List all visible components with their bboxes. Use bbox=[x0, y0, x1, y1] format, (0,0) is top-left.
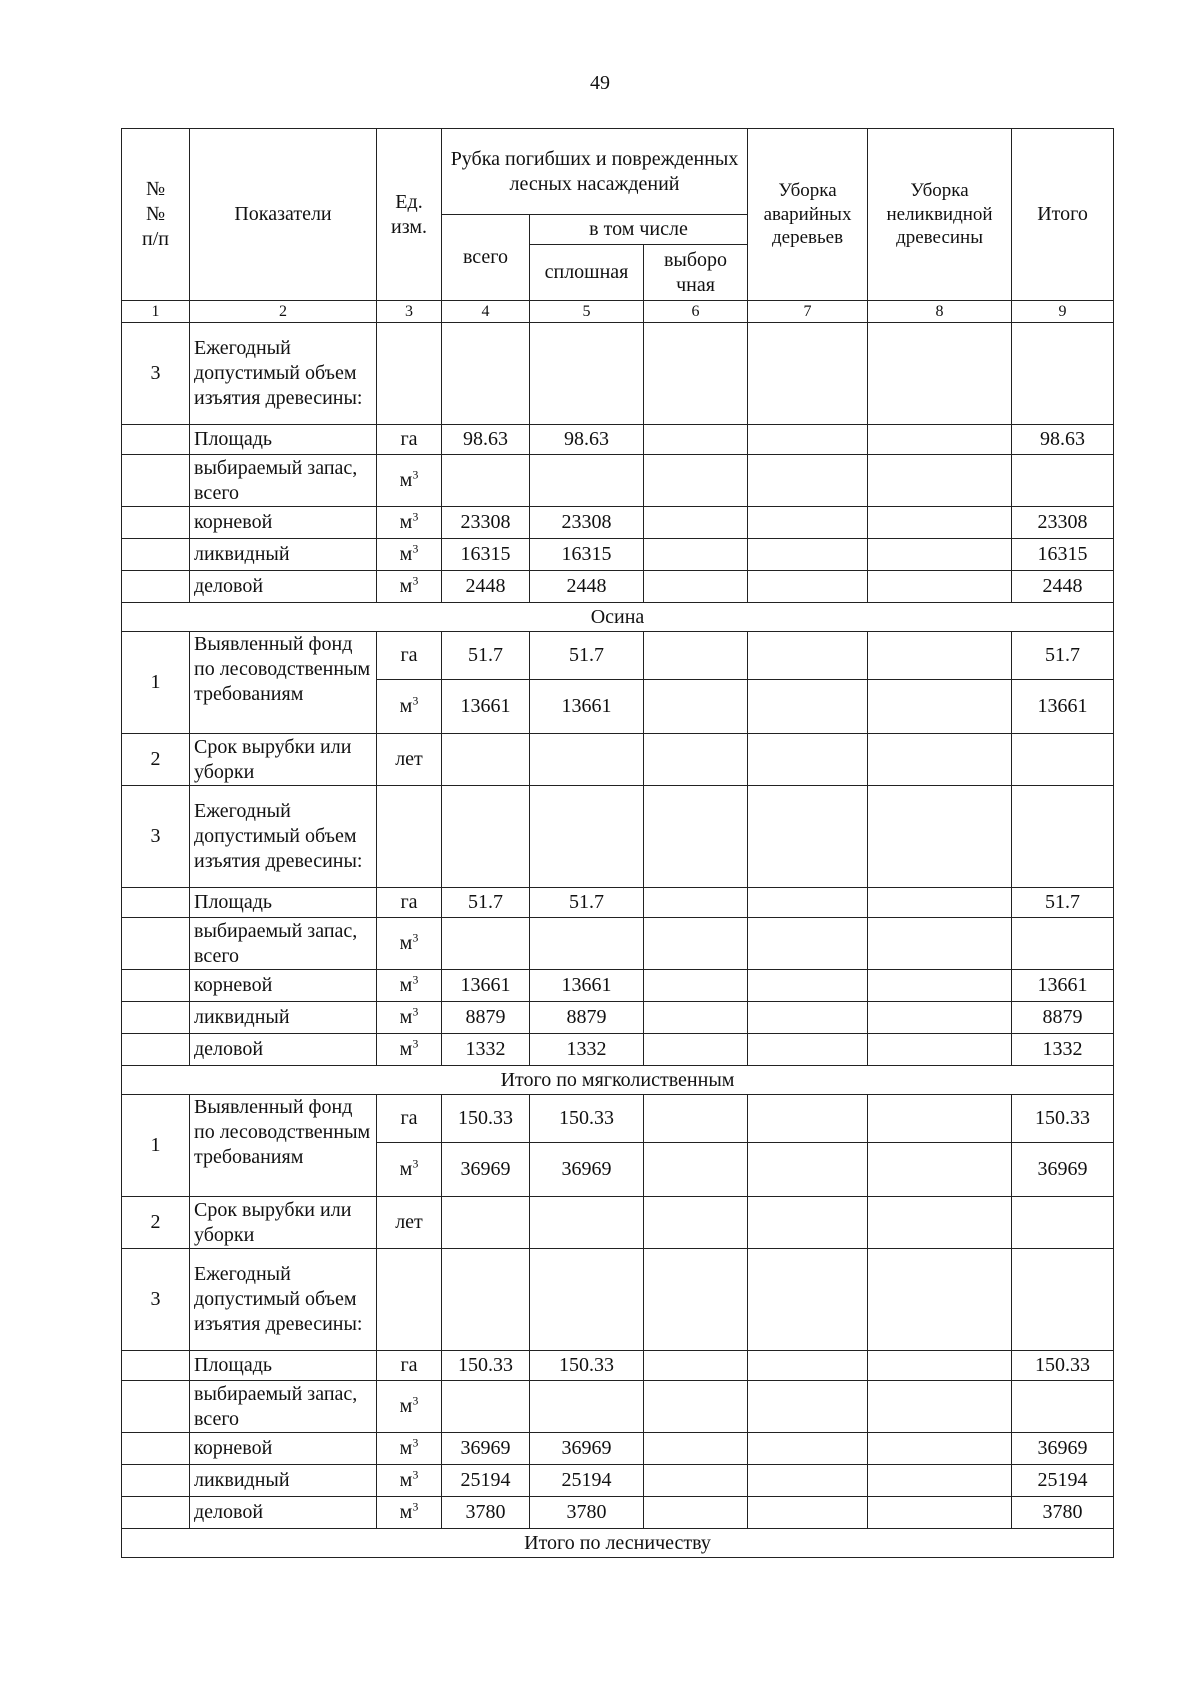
value-cell: 36969 bbox=[530, 1143, 644, 1197]
value-cell: 36969 bbox=[1012, 1433, 1114, 1465]
value-cell: 51.7 bbox=[442, 632, 530, 680]
value-cell: 150.33 bbox=[530, 1095, 644, 1143]
unit-cell: $м^3$ bbox=[377, 507, 442, 539]
unit-cell: га bbox=[377, 1095, 442, 1143]
value-cell: 98.63 bbox=[1012, 425, 1114, 455]
unit-cell: $м^3$ bbox=[377, 571, 442, 603]
row-label: выбираемый запас, всего bbox=[190, 1381, 377, 1433]
unit-cell: $м^3$ bbox=[377, 1034, 442, 1066]
value-cell: 150.33 bbox=[530, 1351, 644, 1381]
row-label: корневой bbox=[190, 507, 377, 539]
unit-cell: $м^3$ bbox=[377, 1433, 442, 1465]
header-total-all: всего bbox=[442, 215, 530, 301]
row-number: 2 bbox=[122, 1197, 190, 1249]
value-cell: 1332 bbox=[1012, 1034, 1114, 1066]
unit-cell: $м^3$ bbox=[377, 918, 442, 970]
table-row bbox=[122, 1351, 1114, 1381]
value-cell: 8879 bbox=[530, 1002, 644, 1034]
row-label: выбираемый запас, всего bbox=[190, 455, 377, 507]
unit-cell: га bbox=[377, 632, 442, 680]
unit-cell: $м^3$ bbox=[377, 970, 442, 1002]
row-label: корневой bbox=[190, 1433, 377, 1465]
value-cell: 13661 bbox=[442, 680, 530, 734]
unit-cell: $м^3$ bbox=[377, 1465, 442, 1497]
forest-table bbox=[121, 128, 1114, 1558]
value-cell: 13661 bbox=[530, 680, 644, 734]
value-cell: 51.7 bbox=[530, 632, 644, 680]
header-clear: сплошная bbox=[530, 245, 644, 301]
table-row bbox=[122, 632, 1114, 680]
unit-cell: $м^3$ bbox=[377, 1497, 442, 1529]
header-emergency: Уборка аварийных деревьев bbox=[748, 129, 868, 301]
row-label: деловой bbox=[190, 1034, 377, 1066]
row-label: Срок вырубки или уборки bbox=[190, 734, 377, 786]
unit-cell: $м^3$ bbox=[377, 455, 442, 507]
value-cell: 1332 bbox=[530, 1034, 644, 1066]
unit-cell: лет bbox=[377, 1197, 442, 1249]
header-felling: Рубка погибших и поврежденных лесных насаждений bbox=[442, 129, 748, 215]
col-num: 2 bbox=[190, 301, 377, 323]
value-cell: 8879 bbox=[442, 1002, 530, 1034]
header-illiquid: Уборка неликвидной древесины bbox=[868, 129, 1012, 301]
row-number: 1 bbox=[122, 632, 190, 734]
row-label: Срок вырубки или уборки bbox=[190, 1197, 377, 1249]
value-cell: 51.7 bbox=[1012, 632, 1114, 680]
table-row bbox=[122, 786, 1114, 888]
row-label: Ежегодный допустимый объем изъятия древесины: bbox=[190, 323, 377, 425]
table-row bbox=[122, 571, 1114, 603]
value-cell: 2448 bbox=[530, 571, 644, 603]
unit-cell: га bbox=[377, 425, 442, 455]
table-row bbox=[122, 1095, 1114, 1143]
unit-cell: $м^3$ bbox=[377, 1143, 442, 1197]
value-cell: 8879 bbox=[1012, 1002, 1114, 1034]
unit-cell: $м^3$ bbox=[377, 539, 442, 571]
row-label: выбираемый запас, всего bbox=[190, 918, 377, 970]
value-cell: 25194 bbox=[530, 1465, 644, 1497]
row-number: 3 bbox=[122, 323, 190, 425]
header-num: № № п/п bbox=[122, 129, 190, 301]
value-cell: 13661 bbox=[1012, 680, 1114, 734]
value-cell: 16315 bbox=[530, 539, 644, 571]
unit-cell: га bbox=[377, 1351, 442, 1381]
value-cell: 150.33 bbox=[442, 1351, 530, 1381]
table-row bbox=[122, 1002, 1114, 1034]
col-num: 6 bbox=[644, 301, 748, 323]
header-including: в том числе bbox=[530, 215, 748, 245]
value-cell: 51.7 bbox=[1012, 888, 1114, 918]
row-number: 1 bbox=[122, 1095, 190, 1197]
table-row bbox=[122, 888, 1114, 918]
col-num: 4 bbox=[442, 301, 530, 323]
value-cell: 150.33 bbox=[442, 1095, 530, 1143]
col-num: 9 bbox=[1012, 301, 1114, 323]
table-row bbox=[122, 1249, 1114, 1351]
value-cell: 36969 bbox=[1012, 1143, 1114, 1197]
value-cell: 150.33 bbox=[1012, 1095, 1114, 1143]
row-number: 3 bbox=[122, 786, 190, 888]
unit-cell: $м^3$ bbox=[377, 1381, 442, 1433]
row-label: Выявленный фонд по лесоводственным требованиям bbox=[190, 632, 377, 734]
value-cell: 16315 bbox=[442, 539, 530, 571]
unit-cell: $м^3$ bbox=[377, 680, 442, 734]
col-num: 3 bbox=[377, 301, 442, 323]
unit-cell: лет bbox=[377, 734, 442, 786]
table-row bbox=[122, 1433, 1114, 1465]
row-number: 3 bbox=[122, 1249, 190, 1351]
value-cell: 1332 bbox=[442, 1034, 530, 1066]
value-cell: 3780 bbox=[442, 1497, 530, 1529]
table-row bbox=[122, 1197, 1114, 1249]
value-cell: 2448 bbox=[442, 571, 530, 603]
row-label: ликвидный bbox=[190, 539, 377, 571]
header-total: Итого bbox=[1012, 129, 1114, 301]
table-row bbox=[122, 1497, 1114, 1529]
col-num: 7 bbox=[748, 301, 868, 323]
row-label: Выявленный фонд по лесоводственным требованиям bbox=[190, 1095, 377, 1197]
value-cell: 25194 bbox=[442, 1465, 530, 1497]
table-row bbox=[122, 425, 1114, 455]
value-cell: 98.63 bbox=[442, 425, 530, 455]
row-label: Площадь bbox=[190, 1351, 377, 1381]
table-row bbox=[122, 507, 1114, 539]
col-num: 1 bbox=[122, 301, 190, 323]
table-row bbox=[122, 918, 1114, 970]
table-row bbox=[122, 734, 1114, 786]
header-indicators: Показатели bbox=[190, 129, 377, 301]
row-label: корневой bbox=[190, 970, 377, 1002]
row-label: деловой bbox=[190, 571, 377, 603]
value-cell: 16315 bbox=[1012, 539, 1114, 571]
value-cell: 3780 bbox=[1012, 1497, 1114, 1529]
table-row bbox=[122, 323, 1114, 425]
table-row bbox=[122, 539, 1114, 571]
value-cell: 2448 bbox=[1012, 571, 1114, 603]
section-title-aspen: Осина bbox=[122, 603, 1114, 632]
value-cell: 23308 bbox=[1012, 507, 1114, 539]
value-cell: 23308 bbox=[530, 507, 644, 539]
row-number: 2 bbox=[122, 734, 190, 786]
value-cell: 3780 bbox=[530, 1497, 644, 1529]
row-label: ликвидный bbox=[190, 1002, 377, 1034]
unit-cell: $м^3$ bbox=[377, 1002, 442, 1034]
table-row bbox=[122, 455, 1114, 507]
table-row bbox=[122, 1034, 1114, 1066]
section-title-softwood: Итого по мягколиственным bbox=[122, 1066, 1114, 1095]
col-num: 5 bbox=[530, 301, 644, 323]
page-number: 49 bbox=[590, 72, 610, 94]
row-label: Площадь bbox=[190, 425, 377, 455]
section-title-forestry: Итого по лесничеству bbox=[122, 1529, 1114, 1558]
table-row bbox=[122, 1465, 1114, 1497]
row-label: Ежегодный допустимый объем изъятия древесины: bbox=[190, 1249, 377, 1351]
table-row bbox=[122, 1381, 1114, 1433]
value-cell: 150.33 bbox=[1012, 1351, 1114, 1381]
value-cell: 23308 bbox=[442, 507, 530, 539]
value-cell: 51.7 bbox=[442, 888, 530, 918]
value-cell: 13661 bbox=[442, 970, 530, 1002]
row-label: деловой bbox=[190, 1497, 377, 1529]
header-unit: Ед. изм. bbox=[377, 129, 442, 301]
row-label: ликвидный bbox=[190, 1465, 377, 1497]
value-cell: 13661 bbox=[530, 970, 644, 1002]
value-cell: 51.7 bbox=[530, 888, 644, 918]
value-cell: 36969 bbox=[442, 1433, 530, 1465]
value-cell: 13661 bbox=[1012, 970, 1114, 1002]
header-selective: выборо чная bbox=[644, 245, 748, 301]
value-cell: 98.63 bbox=[530, 425, 644, 455]
value-cell: 36969 bbox=[442, 1143, 530, 1197]
value-cell: 36969 bbox=[530, 1433, 644, 1465]
table-row bbox=[122, 970, 1114, 1002]
row-label: Ежегодный допустимый объем изъятия древесины: bbox=[190, 786, 377, 888]
col-num: 8 bbox=[868, 301, 1012, 323]
value-cell: 25194 bbox=[1012, 1465, 1114, 1497]
unit-cell: га bbox=[377, 888, 442, 918]
row-label: Площадь bbox=[190, 888, 377, 918]
